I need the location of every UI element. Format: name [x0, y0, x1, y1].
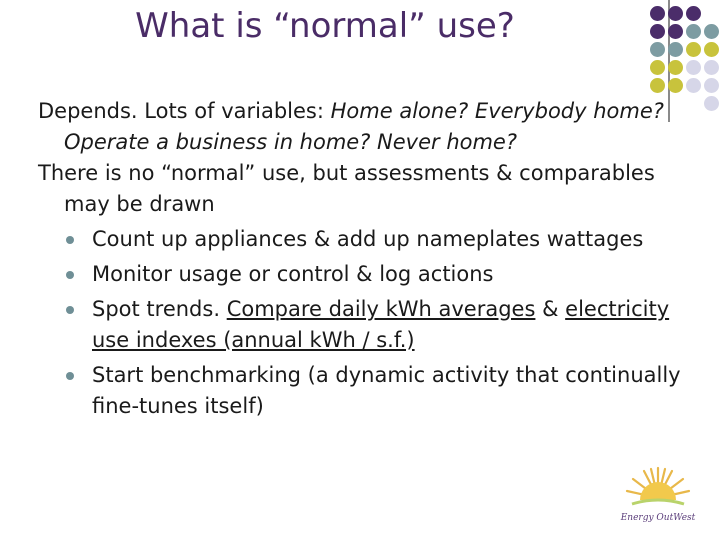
decorative-dot [650, 42, 665, 57]
slide-title: What is “normal” use? [135, 6, 515, 46]
bullet-icon [66, 236, 74, 244]
paragraph-variables [38, 96, 698, 158]
decorative-dot [650, 24, 665, 39]
bullet-icon [66, 372, 74, 380]
sun-icon [627, 468, 689, 504]
decorative-dot [668, 42, 683, 57]
decorative-dot [686, 6, 701, 21]
decorative-dot [704, 78, 719, 93]
decorative-dot [668, 6, 683, 21]
bullet-item-benchmarking [64, 360, 698, 422]
energy-outwest-logo [618, 462, 698, 534]
decorative-dot [704, 60, 719, 75]
logo-text: Energy OutWest [620, 513, 696, 523]
bullet-item-appliances [64, 224, 698, 255]
decorative-dot [650, 6, 665, 21]
bullet-list [38, 224, 698, 422]
decorative-dot [650, 78, 665, 93]
bullet-item-trends [64, 294, 698, 356]
decorative-dot [668, 60, 683, 75]
bullet-text-ampersand: & [535, 297, 566, 321]
decorative-dot [668, 24, 683, 39]
bullet-text-underlined-indexes: electricity use indexes (annual kWh / s.f.) [92, 297, 670, 352]
bullet-text: Monitor usage or control & log actions [92, 262, 494, 286]
decorative-dot [704, 6, 719, 21]
decorative-dot [704, 42, 719, 57]
bullet-icon [66, 271, 74, 279]
decorative-dot [686, 42, 701, 57]
decorative-dot [650, 60, 665, 75]
bullet-text: Count up appliances & add up nameplates wattages [92, 227, 644, 251]
bullet-text: Start benchmarking (a dynamic activity that continually fine-tunes itself) [92, 363, 681, 418]
bullet-text-underlined-averages: Compare daily kWh averages [226, 297, 536, 321]
paragraph-variables-intro: Depends. Lots of variables: [38, 99, 331, 123]
bullet-text-plain: Spot trends. [92, 297, 227, 321]
decorative-dot [704, 24, 719, 39]
decorative-dot [704, 96, 719, 111]
paragraph-variables-questions: Home alone? Everybody home? Operate a business in home? Never home? [64, 99, 664, 154]
paragraph-no-normal: There is no “normal” use, but assessments & comparables may be drawn [38, 161, 655, 216]
decorative-dot [686, 24, 701, 39]
decorative-dot [686, 60, 701, 75]
bullet-icon [66, 306, 74, 314]
decorative-dot [686, 78, 701, 93]
decorative-dot [668, 78, 683, 93]
bullet-item-monitor [64, 259, 698, 290]
slide-body [38, 96, 698, 422]
